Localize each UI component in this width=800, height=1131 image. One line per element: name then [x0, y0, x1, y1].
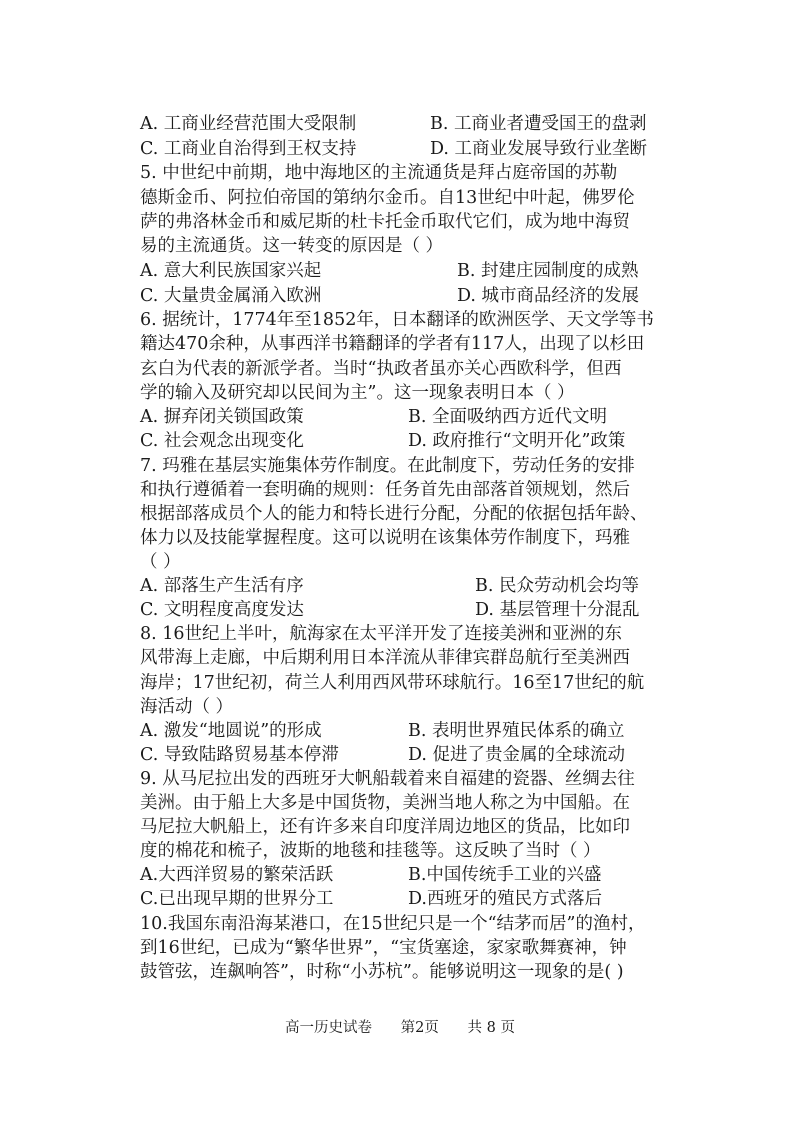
q6-option-c: C. 社会观念出现变化	[140, 431, 304, 451]
q7-option-c: C. 文明程度高度发达	[140, 600, 304, 620]
q7-option-a: A. 部落生产生活有序	[140, 576, 304, 596]
q7-option-b: B. 民众劳动机会均等	[475, 576, 639, 596]
q8-stem-line: 海活动（ ）	[140, 697, 234, 717]
q7-option-d: D. 基层管理十分混乱	[475, 600, 640, 620]
q7-stem-line: 和执行遵循着一套明确的规则：任务首先由部落首领规划，然后	[140, 480, 630, 500]
q4-option-d: D. 工商业发展导致行业垄断	[430, 139, 648, 159]
q7-stem-line: （ ）	[140, 552, 181, 572]
q8-option-d: D. 促进了贵金属的全球流动	[408, 745, 626, 765]
q5-option-c: C. 大量贵金属涌入欧洲	[140, 286, 322, 306]
q6-stem-line: 6. 据统计，1774年至1852年，日本翻译的欧洲医学、天文学等书	[140, 310, 654, 330]
q6-option-a: A. 摒弃闭关锁国政策	[140, 407, 304, 427]
q5-stem-line: 萨的弗洛林金币和威尼斯的杜卡托金币取代它们，成为地中海贸	[140, 212, 630, 232]
q7-stem-line: 7. 玛雅在基层实施集体劳作制度。在此制度下，劳动任务的安排	[140, 456, 635, 476]
q4-option-a: A. 工商业经营范围大受限制	[140, 114, 357, 134]
q9-option-d: D.西班牙的殖民方式落后	[408, 889, 602, 909]
q5-option-a: A. 意大利民族国家兴起	[140, 261, 322, 281]
q8-stem-line: 风带海上走廊，中后期利用日本洋流从菲律宾群岛航行至美洲西	[140, 648, 630, 668]
footer-exam-title: 高一历史试卷	[285, 1020, 373, 1036]
q6-option-d: D. 政府推行“文明开化”政策	[408, 431, 626, 451]
q9-stem-line: 9. 从马尼拉出发的西班牙大帆船载着来自福建的瓷器、丝绸去往	[140, 769, 635, 789]
q5-stem-line: 德斯金币、阿拉伯帝国的第纳尔金币。自13世纪中叶起，佛罗伦	[140, 188, 635, 208]
q9-option-c: C.已出现早期的世界分工	[140, 889, 334, 909]
q6-stem-line: 籍达470余种，从事西洋书籍翻译的学者有117人，出现了以杉田	[140, 334, 645, 354]
q5-option-d: D. 城市商品经济的发展	[457, 286, 640, 306]
q9-option-b: B.中国传统手工业的兴盛	[408, 865, 602, 885]
q10-stem-line: 鼓管弦，连飙响答”，时称“小苏杭”。能够说明这一现象的是( )	[140, 962, 624, 982]
q9-stem-line: 美洲。由于船上大多是中国货物，美洲当地人称之为中国船。在	[140, 793, 630, 813]
footer-total-pages: 共 8 页	[467, 1020, 515, 1036]
q10-stem-line: 10.我国东南沿海某港口，在15世纪只是一个“结茅而居”的渔村，	[140, 914, 646, 934]
q4-option-c: C. 工商业自治得到王权支持	[140, 139, 357, 159]
q9-stem-line: 马尼拉大帆船上，还有许多来自印度洋周边地区的货品，比如印	[140, 817, 630, 837]
q6-option-b: B. 全面吸纳西方近代文明	[408, 407, 607, 427]
q6-stem-line: 玄白为代表的新派学者。当时“执政者虽亦关心西欧科学，但西	[140, 359, 622, 379]
q9-stem-line: 度的棉花和梳子，波斯的地毯和挂毯等。这反映了当时（ ）	[140, 841, 601, 861]
q7-stem-line: 根据部落成员个人的能力和特长进行分配，分配的依据包括年龄、	[140, 504, 648, 524]
q8-option-b: B. 表明世界殖民体系的确立	[408, 721, 625, 741]
q8-option-c: C. 导致陆路贸易基本停滞	[140, 745, 339, 765]
q10-stem-line: 到16世纪，已成为“繁华世界”，“宝货塞途，家家歌舞赛神，钟	[140, 938, 627, 958]
q4-option-b: B. 工商业者遭受国王的盘剥	[430, 114, 647, 134]
q5-option-b: B. 封建庄园制度的成熟	[457, 261, 639, 281]
q7-stem-line: 体力以及技能掌握程度。这可以说明在该集体劳作制度下，玛雅	[140, 528, 630, 548]
q8-stem-line: 8. 16世纪上半叶，航海家在太平洋开发了连接美洲和亚洲的东	[140, 624, 623, 644]
page-footer	[0, 1016, 800, 1037]
q6-stem-line: 学的输入及研究却以民间为主”。这一现象表明日本（ ）	[140, 383, 575, 403]
q9-option-a: A.大西洋贸易的繁荣活跃	[140, 865, 334, 885]
q8-option-a: A. 激发“地圆说”的形成	[140, 721, 322, 741]
q8-stem-line: 海岸；17世纪初，荷兰人利用西风带环球航行。16至17世纪的航	[140, 673, 645, 693]
q5-stem-line: 5. 中世纪中前期，地中海地区的主流通货是拜占庭帝国的苏勒	[140, 163, 618, 183]
q5-stem-line: 易的主流通货。这一转变的原因是（ ）	[140, 236, 444, 256]
footer-page-number: 第2页	[400, 1020, 439, 1036]
